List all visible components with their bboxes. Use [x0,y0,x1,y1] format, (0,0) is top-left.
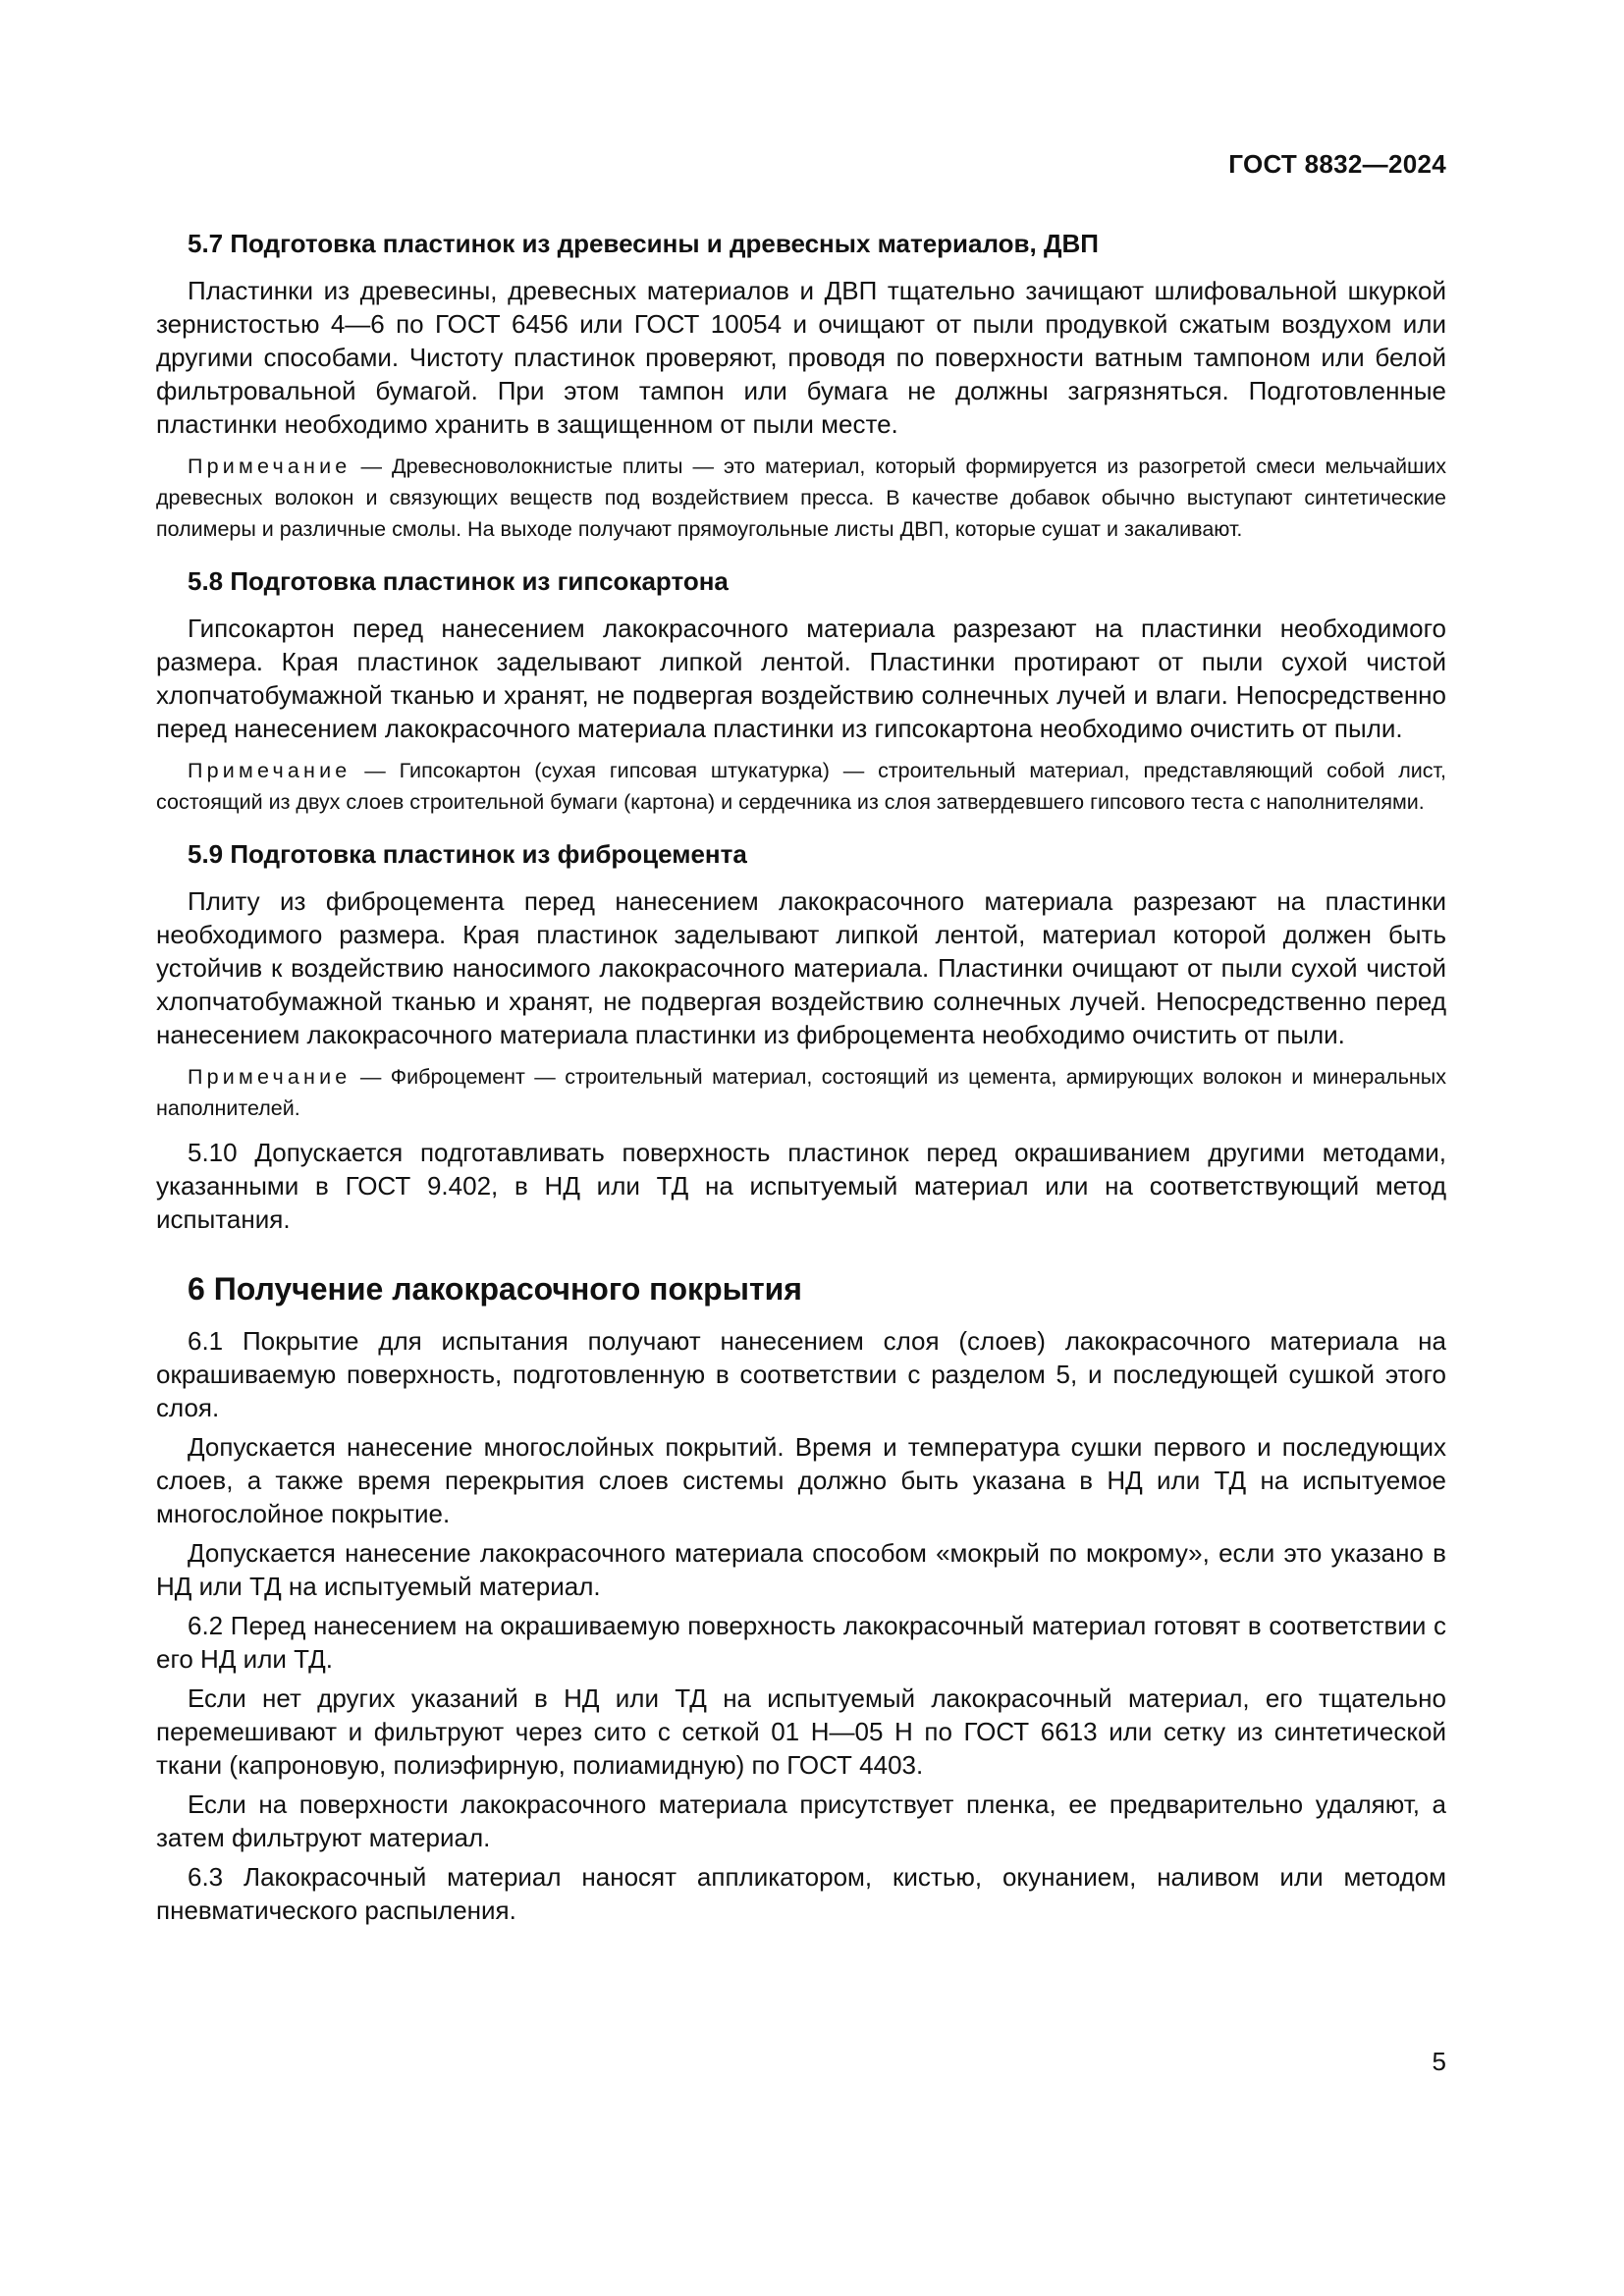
note-label: Примечание [188,759,352,782]
section-5-9-note [156,1061,1446,1124]
section-6-1-paragraph: 6.1 Покрытие для испытания получают нанесением слоя (слоев) лакокрасочного материала на окрашиваемую поверхность, подготовленную в соответствии с разделом 5, и последующей сушкой этого слоя. [156,1326,1446,1422]
section-5-10-paragraph: 5.10 Допускается подготавливать поверхность пластинок перед окрашиванием другими методами, указанными в ГОСТ 9.402, в НД или ТД на испытуемый материал или на соответствующий метод испытания. [156,1138,1446,1234]
section-5-7-paragraph: Пластинки из древесины, древесных материалов и ДВП тщательно зачищают шлифовальной шкуркой зернистостью 4—6 по ГОСТ 6456 или ГОСТ 10054 и очищают от пыли продувкой сжатым воздухом или другими способами. Чистоту пластинок проверяют, проводя по поверхности ватным тампоном или белой фильтровальной бумагой. При этом тампон или бумага не должны загрязняться. Подготовленные пластинки необходимо хранить в защищенном от пыли месте. [156,276,1446,439]
note-label: Примечание [188,454,352,478]
section-5-8-heading: 5.8 Подготовка пластинок из гипсокартона [188,566,729,596]
note-label: Примечание [188,1065,352,1089]
note-text: — Фиброцемент — строительный материал, состоящий из цемента, армирующих волокон и минеральных наполнителей. [156,1065,1446,1120]
section-5-8-paragraph: Гипсокартон перед нанесением лакокрасочного материала разрезают на пластинки необходимого размера. Края пластинок заделывают липкой лентой. Пластинки протирают от пыли сухой чистой хлопчатобумажной тканью и хранят, не подвергая воздействию солнечных лучей и влаги. Непосредственно перед нанесением лакокрасочного материала пластинки из гипсокартона необходимо очистить от пыли. [156,614,1446,743]
section-5-7-heading: 5.7 Подготовка пластинок из древесины и древесных материалов, ДВП [188,229,1099,258]
section-6-heading: 6 Получение лакокрасочного покрытия [188,1271,802,1307]
section-6-2-paragraph: 6.2 Перед нанесением на окрашиваемую поверхность лакокрасочный материал готовят в соответствии с его НД или ТД. [156,1611,1446,1674]
section-6-2-film-paragraph: Если на поверхности лакокрасочного материала присутствует пленка, ее предварительно удаляют, а затем фильтруют материал. [156,1789,1446,1852]
section-6-1-wet-on-wet-paragraph: Допускается нанесение лакокрасочного материала способом «мокрый по мокрому», если это указано в НД или ТД на испытуемый материал. [156,1538,1446,1601]
section-5-9-paragraph: Плиту из фиброцемента перед нанесением лакокрасочного материала разрезают на пластинки необходимого размера. Края пластинок заделывают липкой лентой, материал которой должен быть устойчив к воздействию наносимого лакокрасочного материала. Пластинки очищают от пыли сухой чистой хлопчатобумажной тканью и хранят, не подвергая воздействию солнечных лучей. Непосредственно перед нанесением лакокрасочного материала пластинки из фиброцемента необходимо очистить от пыли. [156,886,1446,1049]
note-text: — Древесноволокнистые плиты — это материал, который формируется из разогретой смеси мельчайших древесных волокон и связующих веществ под воздействием пресса. В качестве добавок обычно выступают синтетические полимеры и различные смолы. На выходе получают прямоугольные листы ДВП, которые сушат и закаливают. [156,454,1446,541]
note-text: — Гипсокартон (сухая гипсовая штукатурка) — строительный материал, представляющий собой лист, состоящий из двух слоев строительной бумаги (картона) и сердечника из слоя затвердевшего гипсового теста с наполнителями. [156,759,1446,814]
section-5-8-note [156,755,1446,818]
section-6-1-multilayer-paragraph: Допускается нанесение многослойных покрытий. Время и температура сушки первого и последующих слоев, а также время перекрытия слоев системы должно быть указана в НД или ТД на испытуемое многослойное покрытие. [156,1432,1446,1528]
section-5-7-note [156,451,1446,545]
section-5-9-heading: 5.9 Подготовка пластинок из фиброцемента [188,839,747,869]
document-body [156,130,1446,1927]
section-6-2-filter-paragraph: Если нет других указаний в НД или ТД на испытуемый лакокрасочный материал, его тщательно перемешивают и фильтруют через сито с сеткой 01 Н—05 Н по ГОСТ 6613 или сетку из синтетической ткани (капроновую, полиэфирную, полиамидную) по ГОСТ 4403. [156,1683,1446,1780]
document-header-id: ГОСТ 8832—2024 [1228,149,1446,179]
page-number: 5 [1432,2047,1446,2076]
section-6-3-paragraph: 6.3 Лакокрасочный материал наносят аппликатором, кистью, окунанием, наливом или методом пневматического распыления. [156,1862,1446,1925]
